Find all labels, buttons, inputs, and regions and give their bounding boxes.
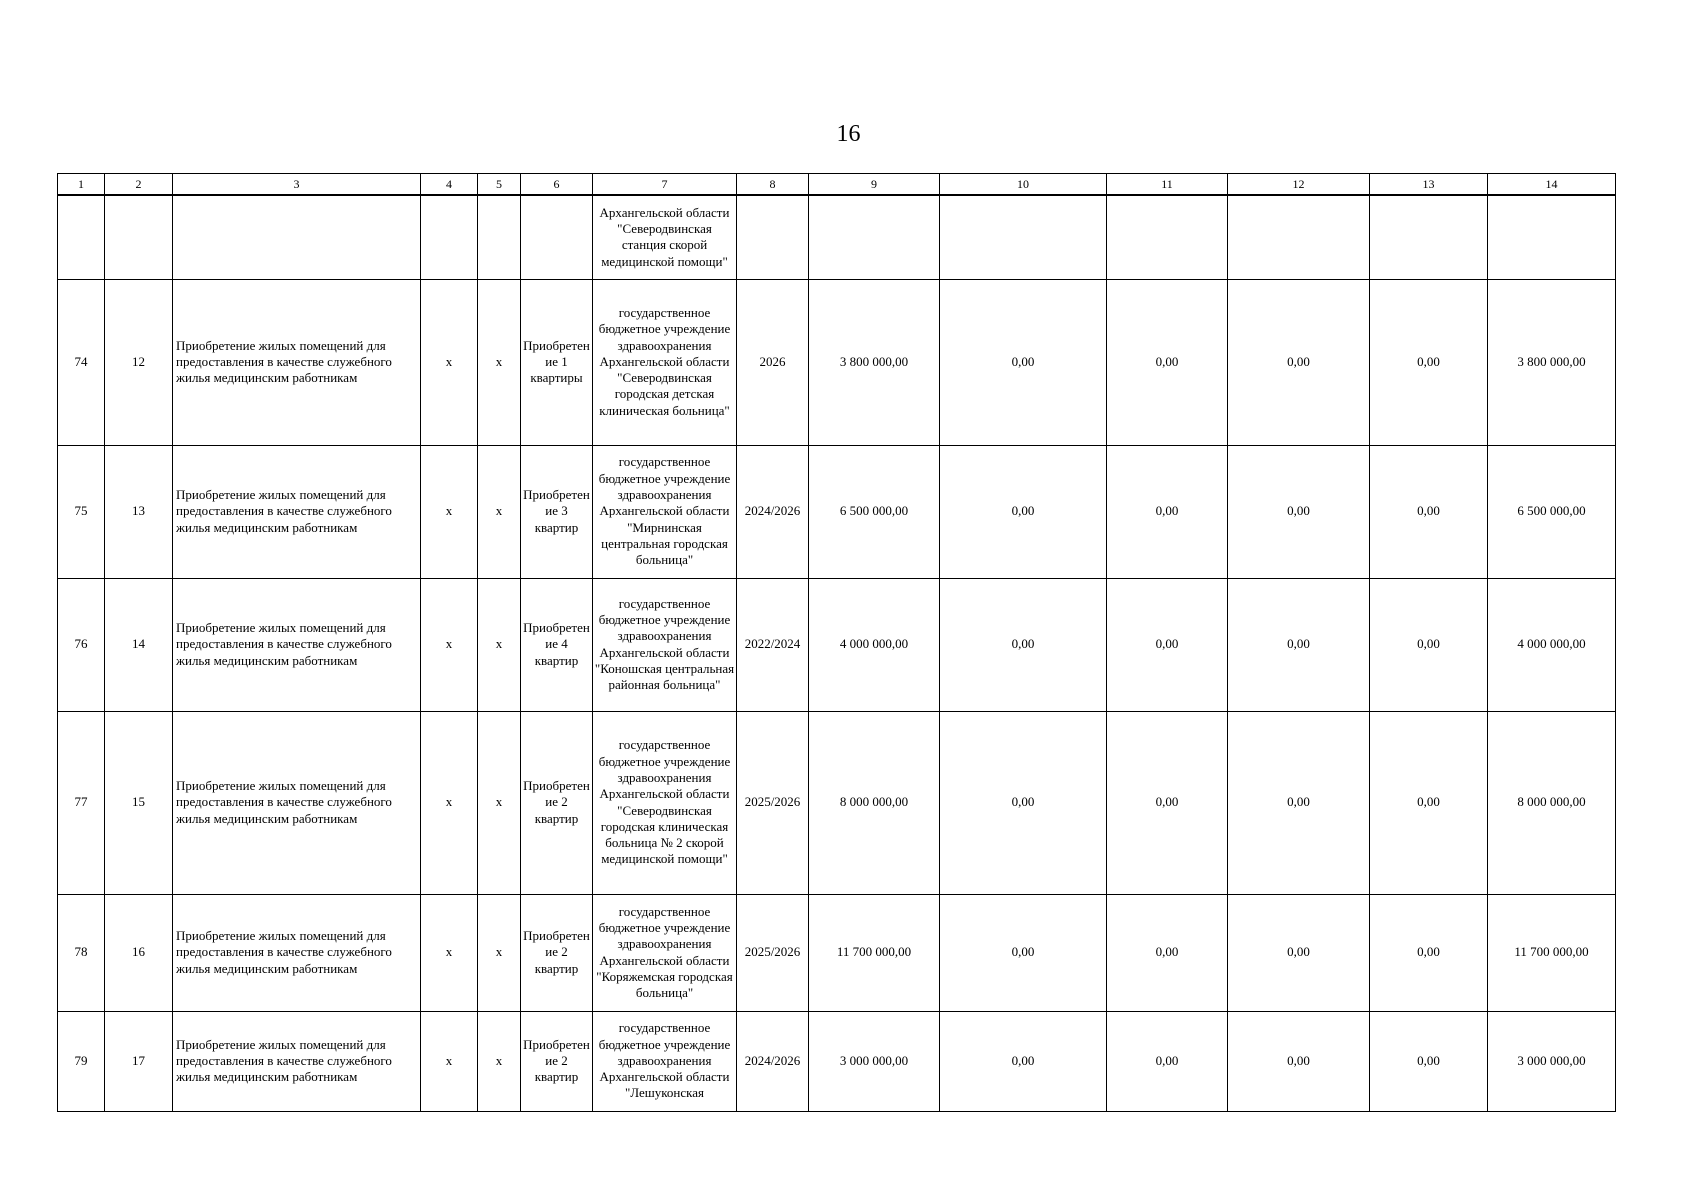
table-cell-col-13: 0,00 <box>1370 578 1488 711</box>
table-cell-col-14: 11 700 000,00 <box>1488 894 1616 1011</box>
table-cell-col-3: Приобретение жилых помещений для предоставления в качестве служебного жилья медицинским работникам <box>173 578 421 711</box>
table-cell-col-6: Приобретение 2 квартир <box>521 1011 593 1111</box>
table-cell-col-10: 0,00 <box>940 711 1107 894</box>
table-cell-col-10: 0,00 <box>940 445 1107 578</box>
table-cell-col-4: х <box>421 279 478 445</box>
table-row <box>58 195 1616 279</box>
table-cell-col-5: х <box>478 894 521 1011</box>
table-cell-col-5: х <box>478 1011 521 1111</box>
table-cell-col-13 <box>1370 195 1488 279</box>
table-cell-col-9: 6 500 000,00 <box>809 445 940 578</box>
table-row <box>58 1011 1616 1111</box>
table-cell-col-4 <box>421 195 478 279</box>
table-cell-col-11: 0,00 <box>1107 711 1228 894</box>
table-cell-col-8: 2026 <box>737 279 809 445</box>
table-cell-col-12: 0,00 <box>1228 894 1370 1011</box>
table-cell-col-11: 0,00 <box>1107 279 1228 445</box>
table-cell-col-3: Приобретение жилых помещений для предоставления в качестве служебного жилья медицинским работникам <box>173 711 421 894</box>
header-cell: 6 <box>521 174 593 196</box>
table-cell-col-6: Приобретение 1 квартиры <box>521 279 593 445</box>
table-row <box>58 894 1616 1011</box>
table-cell-col-4: х <box>421 894 478 1011</box>
header-cell: 5 <box>478 174 521 196</box>
table-cell-col-6: Приобретение 4 квартир <box>521 578 593 711</box>
table-cell-col-5: х <box>478 279 521 445</box>
table-row <box>58 279 1616 445</box>
table-cell-col-11: 0,00 <box>1107 894 1228 1011</box>
table-cell-col-13: 0,00 <box>1370 279 1488 445</box>
header-cell: 10 <box>940 174 1107 196</box>
table-cell-col-10: 0,00 <box>940 578 1107 711</box>
table-cell-col-11 <box>1107 195 1228 279</box>
table-cell-col-10: 0,00 <box>940 1011 1107 1111</box>
table-cell-col-6: Приобретение 2 квартир <box>521 894 593 1011</box>
table-cell-col-14 <box>1488 195 1616 279</box>
table-cell-col-3: Приобретение жилых помещений для предоставления в качестве служебного жилья медицинским работникам <box>173 894 421 1011</box>
table-cell-col-4: х <box>421 578 478 711</box>
table-header-row <box>58 174 1616 196</box>
table-cell-col-6: Приобретение 2 квартир <box>521 711 593 894</box>
header-cell: 4 <box>421 174 478 196</box>
table-cell-col-6: Приобретение 3 квартир <box>521 445 593 578</box>
table-cell-col-3: Приобретение жилых помещений для предоставления в качестве служебного жилья медицинским работникам <box>173 445 421 578</box>
table-cell-col-1: 76 <box>58 578 105 711</box>
table-cell-col-5: х <box>478 711 521 894</box>
table-cell-col-14: 3 000 000,00 <box>1488 1011 1616 1111</box>
table-cell-col-5: х <box>478 445 521 578</box>
header-cell: 11 <box>1107 174 1228 196</box>
data-table <box>57 173 1616 1112</box>
table-cell-col-14: 6 500 000,00 <box>1488 445 1616 578</box>
header-cell: 3 <box>173 174 421 196</box>
table-cell-col-7: государственное бюджетное учреждение здравоохранения Архангельской области "Лешуконская <box>593 1011 737 1111</box>
table-cell-col-4: х <box>421 445 478 578</box>
table-row <box>58 445 1616 578</box>
table-cell-col-7: государственное бюджетное учреждение здравоохранения Архангельской области "Коряжемская городская больница" <box>593 894 737 1011</box>
header-cell: 12 <box>1228 174 1370 196</box>
table-cell-col-12: 0,00 <box>1228 711 1370 894</box>
table-cell-col-12: 0,00 <box>1228 1011 1370 1111</box>
table-cell-col-4: х <box>421 1011 478 1111</box>
table-cell-col-3: Приобретение жилых помещений для предоставления в качестве служебного жилья медицинским работникам <box>173 1011 421 1111</box>
table-cell-col-9: 3 800 000,00 <box>809 279 940 445</box>
table-cell-col-2: 14 <box>105 578 173 711</box>
table-cell-col-1: 79 <box>58 1011 105 1111</box>
table-cell-col-8: 2024/2026 <box>737 445 809 578</box>
table-cell-col-9 <box>809 195 940 279</box>
table-cell-col-7: государственное бюджетное учреждение здравоохранения Архангельской области "Коношская центральная районная больница" <box>593 578 737 711</box>
table-cell-col-4: х <box>421 711 478 894</box>
table-cell-col-2 <box>105 195 173 279</box>
table-cell-col-5 <box>478 195 521 279</box>
table-cell-col-11: 0,00 <box>1107 1011 1228 1111</box>
table-cell-col-9: 3 000 000,00 <box>809 1011 940 1111</box>
table-cell-col-3 <box>173 195 421 279</box>
page-number: 16 <box>836 121 861 147</box>
table-cell-col-7: государственное бюджетное учреждение здравоохранения Архангельской области "Мирнинская центральная городская больница" <box>593 445 737 578</box>
table-cell-col-2: 12 <box>105 279 173 445</box>
table-cell-col-10 <box>940 195 1107 279</box>
table-cell-col-10: 0,00 <box>940 894 1107 1011</box>
table-cell-col-2: 17 <box>105 1011 173 1111</box>
table-cell-col-9: 11 700 000,00 <box>809 894 940 1011</box>
table-cell-col-9: 4 000 000,00 <box>809 578 940 711</box>
table-cell-col-1: 75 <box>58 445 105 578</box>
table-cell-col-7: государственное бюджетное учреждение здравоохранения Архангельской области "Северодвинская городская детская клиническая больница" <box>593 279 737 445</box>
table-row <box>58 711 1616 894</box>
table-cell-col-12 <box>1228 195 1370 279</box>
table-cell-col-8: 2025/2026 <box>737 894 809 1011</box>
header-cell: 8 <box>737 174 809 196</box>
header-cell: 13 <box>1370 174 1488 196</box>
table-cell-col-13: 0,00 <box>1370 445 1488 578</box>
table-cell-col-14: 8 000 000,00 <box>1488 711 1616 894</box>
table-row <box>58 578 1616 711</box>
table-cell-col-2: 15 <box>105 711 173 894</box>
table-cell-col-13: 0,00 <box>1370 1011 1488 1111</box>
table-cell-col-3: Приобретение жилых помещений для предоставления в качестве служебного жилья медицинским работникам <box>173 279 421 445</box>
table-cell-col-8: 2024/2026 <box>737 1011 809 1111</box>
table-cell-col-2: 13 <box>105 445 173 578</box>
table-cell-col-1: 78 <box>58 894 105 1011</box>
table-cell-col-8: 2022/2024 <box>737 578 809 711</box>
table-cell-col-12: 0,00 <box>1228 445 1370 578</box>
table-cell-col-11: 0,00 <box>1107 445 1228 578</box>
table-cell-col-7: Архангельской области "Северодвинская станция скорой медицинской помощи" <box>593 195 737 279</box>
header-cell: 1 <box>58 174 105 196</box>
table-cell-col-13: 0,00 <box>1370 894 1488 1011</box>
table-cell-col-14: 4 000 000,00 <box>1488 578 1616 711</box>
table-cell-col-8: 2025/2026 <box>737 711 809 894</box>
table-cell-col-9: 8 000 000,00 <box>809 711 940 894</box>
table-cell-col-14: 3 800 000,00 <box>1488 279 1616 445</box>
header-cell: 9 <box>809 174 940 196</box>
header-cell: 7 <box>593 174 737 196</box>
table-cell-col-12: 0,00 <box>1228 279 1370 445</box>
table-cell-col-11: 0,00 <box>1107 578 1228 711</box>
table-cell-col-13: 0,00 <box>1370 711 1488 894</box>
table-cell-col-6 <box>521 195 593 279</box>
table-cell-col-1 <box>58 195 105 279</box>
table-cell-col-7: государственное бюджетное учреждение здравоохранения Архангельской области "Северодвинская городская клиническая больница № 2 скорой медицинской помощи" <box>593 711 737 894</box>
header-cell: 2 <box>105 174 173 196</box>
table-cell-col-2: 16 <box>105 894 173 1011</box>
table-cell-col-12: 0,00 <box>1228 578 1370 711</box>
table-cell-col-1: 77 <box>58 711 105 894</box>
table-cell-col-10: 0,00 <box>940 279 1107 445</box>
table-cell-col-1: 74 <box>58 279 105 445</box>
table-cell-col-5: х <box>478 578 521 711</box>
table-cell-col-8 <box>737 195 809 279</box>
header-cell: 14 <box>1488 174 1616 196</box>
